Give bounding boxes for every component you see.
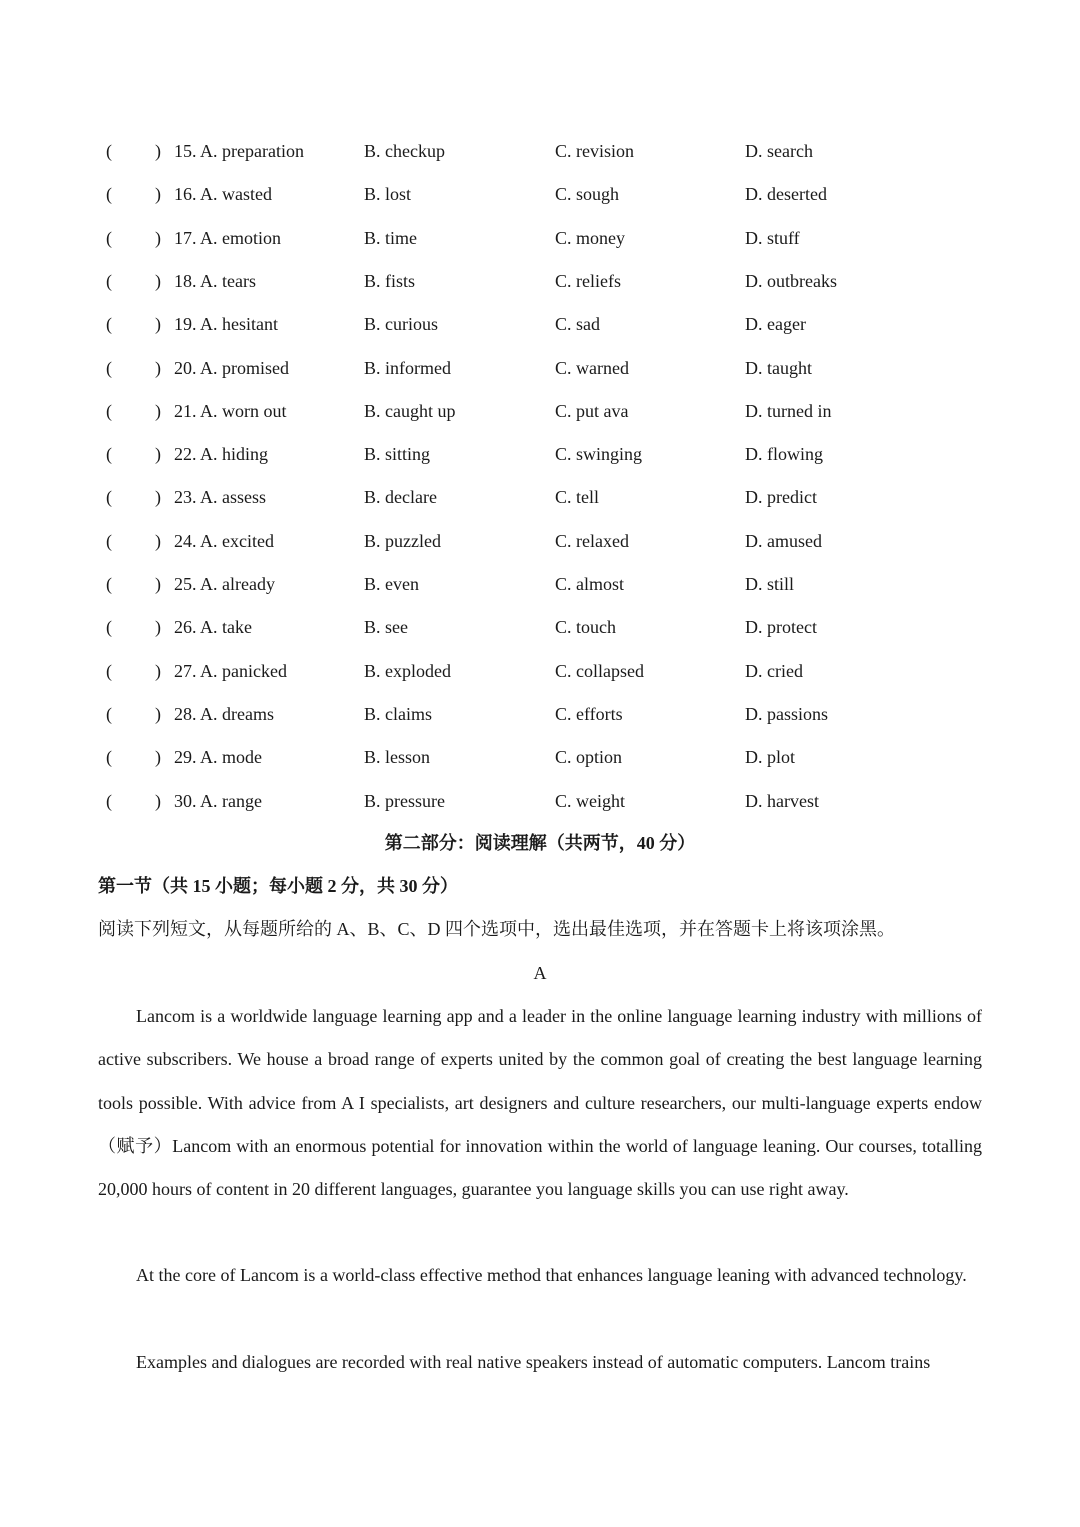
option-b: B. caught up [364,400,456,421]
option-b: B. checkup [364,141,445,161]
option-b: B. exploded [364,660,451,681]
question-row [0,225,1080,251]
option-d: D. predict [745,487,817,508]
answer-paren-close: ) [155,703,161,724]
answer-paren-close: ) [155,141,161,161]
option-a: 17. A. emotion [174,227,281,248]
option-a: 23. A. assess [174,487,267,508]
answer-paren-close: ) [155,660,161,681]
option-d: D. protect [745,617,817,638]
option-b: B. declare [364,487,437,508]
question-row [0,355,1080,381]
option-c: C. swinging [555,444,643,465]
option-b: B. fists [364,270,416,291]
option-c: C. money [555,227,625,248]
option-c: C. revision [555,141,634,161]
answer-paren-open: ( [106,660,112,681]
option-a: 21. A. worn out [174,400,287,421]
option-c: C. tell [555,487,599,508]
answer-paren-open: ( [106,270,112,291]
option-b: B. time [364,227,417,248]
question-row [0,701,1080,727]
answer-paren-open: ( [106,141,112,161]
option-c: C. collapsed [555,660,644,681]
question-row [0,744,1080,770]
answer-paren-close: ) [155,790,161,811]
option-d: D. taught [745,357,812,378]
option-d: D. outbreaks [745,270,837,291]
option-b: B. curious [364,314,438,335]
option-b: B. puzzled [364,530,441,551]
option-c: C. sad [555,314,600,335]
option-a: 20. A. promised [174,357,289,378]
question-row [0,788,1080,814]
answer-paren-open: ( [106,530,112,551]
option-d: D. search [745,141,813,161]
option-d: D. turned in [745,400,832,421]
option-c: C. put ava [555,400,629,421]
question-row [0,484,1080,510]
option-c: C. relaxed [555,530,629,551]
answer-paren-open: ( [106,314,112,335]
passage-paragraph-3: Examples and dialogues are recorded with real native speakers instead of automatic computers. Lancom trains [136,1352,931,1372]
option-d: D. harvest [745,790,819,811]
answer-paren-close: ) [155,357,161,378]
answer-paren-open: ( [106,487,112,508]
answer-paren-close: ) [155,184,161,205]
answer-paren-close: ) [155,227,161,248]
option-a: 19. A. hesitant [174,314,278,335]
question-row [0,311,1080,337]
option-d: D. still [745,574,795,594]
option-a: 24. A. excited [174,530,274,551]
option-a: 15. A. preparation [174,141,304,161]
answer-paren-open: ( [106,574,112,594]
option-d: D. passions [745,703,829,724]
answer-paren-open: ( [106,790,112,811]
option-b: B. claims [364,703,432,724]
option-d: D. plot [745,747,796,768]
option-b: B. sitting [364,444,431,465]
answer-paren-close: ) [155,314,161,335]
option-a: 18. A. tears [174,270,256,291]
question-row [0,528,1080,554]
option-d: D. flowing [745,444,823,465]
option-a: 26. A. take [174,617,252,638]
question-row [0,441,1080,467]
option-c: C. sough [555,184,620,205]
answer-paren-open: ( [106,444,112,465]
option-c: C. weight [555,790,625,811]
passage-paragraph-2: At the core of Lancom is a world-class effective method that enhances language leaning with advanced technology. [136,1265,967,1285]
option-a: 22. A. hiding [174,444,269,465]
answer-paren-close: ) [155,444,161,465]
passage-paragraph-1: Lancom is a worldwide language learning app and a leader in the online language learning industry with millions of active subscribers. We house a broad range of experts united by the common goal of creating the best language learning tools possible. With advice from A I specialists, art designers and culture researchers, our multi-language experts endow（赋予）Lancom with an enormous potential for innovation within the world of language leaning. Our courses, totalling 20,000 hours of content in 20 different languages, guarantee you language skills you can use right away. [98,1006,982,1200]
answer-paren-close: ) [155,270,161,291]
answer-paren-close: ) [155,530,161,551]
answer-paren-close: ) [155,617,161,638]
answer-paren-open: ( [106,747,112,768]
option-a: 16. A. wasted [174,184,272,205]
option-c: C. almost [555,574,625,594]
answer-paren-close: ) [155,574,161,594]
option-a: 25. A. already [174,574,275,594]
option-a: 28. A. dreams [174,703,274,724]
question-row [0,268,1080,294]
option-c: C. reliefs [555,270,621,291]
option-b: B. lesson [364,747,431,768]
question-row [0,658,1080,684]
instruction-text: 阅读下列短文，从每题所给的 A、B、C、D 四个选项中，选出最佳选项，并在答题卡上将该项涂黑。 [98,919,896,939]
option-d: D. cried [745,660,803,681]
answer-paren-open: ( [106,227,112,248]
option-b: B. informed [364,357,451,378]
answer-paren-open: ( [106,357,112,378]
option-d: D. eager [745,314,806,335]
question-row [0,398,1080,424]
question-row [0,571,1080,597]
part-title: 第二部分：阅读理解（共两节，40 分） [384,833,696,853]
option-d: D. amused [745,530,822,551]
option-c: C. efforts [555,703,623,724]
option-d: D. deserted [745,184,827,205]
option-b: B. see [364,617,408,638]
answer-paren-close: ) [155,487,161,508]
option-a: 30. A. range [174,790,262,811]
option-c: C. option [555,747,623,768]
answer-paren-open: ( [106,703,112,724]
option-d: D. stuff [745,227,800,248]
option-a: 29. A. mode [174,747,262,768]
option-c: C. touch [555,617,616,638]
option-b: B. lost [364,184,412,205]
answer-paren-open: ( [106,400,112,421]
passage-label: A [533,963,547,983]
section-title: 第一节（共 15 小题；每小题 2 分，共 30 分） [98,876,458,896]
question-row [0,614,1080,640]
answer-paren-close: ) [155,747,161,768]
question-row [0,138,1080,164]
answer-paren-open: ( [106,184,112,205]
option-c: C. warned [555,357,629,378]
option-a: 27. A. panicked [174,660,287,681]
answer-paren-close: ) [155,400,161,421]
question-row [0,181,1080,207]
option-b: B. pressure [364,790,445,811]
option-b: B. even [364,574,419,594]
answer-paren-open: ( [106,617,112,638]
